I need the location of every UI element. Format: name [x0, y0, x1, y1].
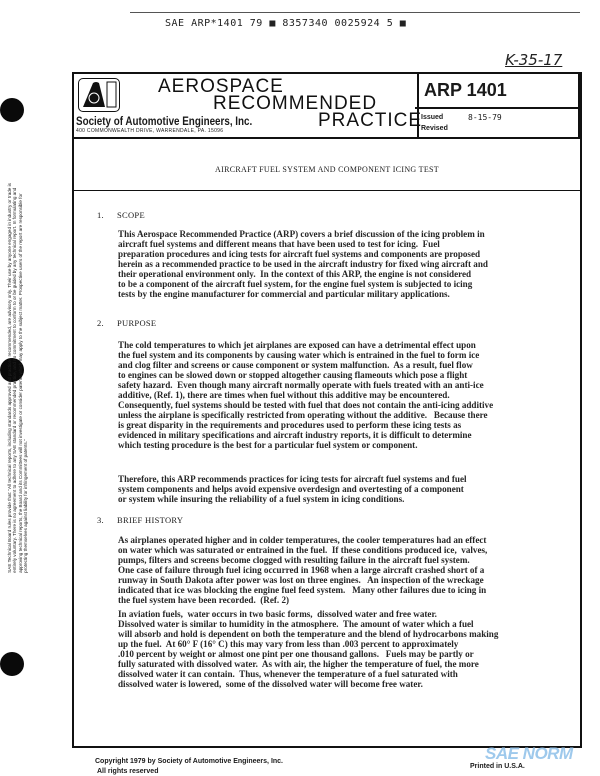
history-paragraph: As airplanes operated higher and in colder temperatures, the cooler temperatures had an effect on water which was saturated or entrained in the fuel. If these conditions produced ice, valves, pumps, filters and screens become clogged with resulting failure in the aircraft fuel system. One case of failure through fuel icing occurred in 1968 when a large aircraft crashed short of a runway in South Dakota after power was lost on three engines. An inspection of the wreckage indicated that ice was blocking the engine fuel feed system. Many other failures due to icing in the fuel system have been recorded. (Ref. 2) — [118, 535, 488, 605]
masthead-line3: PRACTICE — [318, 110, 423, 131]
copyright: Copyright 1979 by Society of Automotive Engineers, Inc. — [95, 758, 284, 765]
scan-code: SAE ARP*1401 79 ■ 8357340 0025924 5 ■ — [165, 18, 407, 29]
doc-number: ARP 1401 — [424, 80, 507, 100]
divider — [415, 107, 578, 109]
org-address: 400 COMMONWEALTH DRIVE, WARRENDALE, PA. 15096 — [76, 128, 224, 134]
issued-label: Issued — [421, 114, 444, 121]
document-title: AIRCRAFT FUEL SYSTEM AND COMPONENT ICING TEST — [215, 165, 439, 174]
punch-hole — [0, 98, 24, 122]
scope-paragraph: This Aerospace Recommended Practice (ARP) covers a brief discussion of the icing problem in aircraft fuel systems and different means that have been used to test for icing. Fuel preparation procedures and icing tests for aircraft fuel systems and components are proposed herein as a recommended practice to be used in the aircraft industry for fixed wing aircraft and their operational environment only. In the context of this ARP, the engine is not considered to be a component of the aircraft fuel system, for the engine fuel system is subjected to icing tests by the engine manufacturer for commercial and particular military applications. — [118, 229, 488, 299]
masthead-line2: RECOMMENDED — [213, 93, 378, 114]
section-number: 1. — [97, 210, 104, 220]
sae-disclaimer: SAE Technical Board rules provide that: "All technical reports, including standards approved and practices recommended, are advisory only. Their use by anyone engaged in industry or trade is entirely voluntary. There is no agreement to adhere to any SAE standard or recommended practice, and no commitment to conform to or be guided by any technical report. In formulating and approving technical reports, the Board and its Committees will not investigate or consider patents which may apply to the subject matter. Prospective users of the report are responsible for protecting themselves against liability for infringement of patents." — [7, 183, 29, 573]
issued-date: 8-15-79 — [468, 113, 502, 122]
punch-hole — [0, 652, 24, 676]
scan-line — [130, 12, 580, 13]
printed-in: Printed in U.S.A. — [470, 763, 525, 770]
purpose-paragraph: Therefore, this ARP recommends practices for icing tests for aircraft fuel systems and fuel system components and helps avoid expensive overdesign and overtesting of a component or system while insuring the reliability of a fuel system in icing conditions. — [118, 474, 467, 504]
rights: All rights reserved — [97, 768, 159, 775]
section-heading-history: BRIEF HISTORY — [117, 515, 184, 525]
section-heading-scope: SCOPE — [117, 210, 145, 220]
revised-label: Revised — [421, 125, 448, 132]
title-rule — [72, 190, 580, 191]
purpose-paragraph: The cold temperatures to which jet airplanes are exposed can have a detrimental effect upon the fuel system and its components by causing water which is entrained in the fuel to form ice and clog filter and screens or cause component or system malfunction. As a result, fuel flow to engines can be slowed down or stopped altogether causing flameouts which pose a flight safety hazard. Even though many aircraft normally operate with fuels treated with an anti-ice additive, (Ref. 1), there are times when fuel without this additive may be encountered. Consequently, fuel systems should be tested with fuel that does not contain the anti-icing additive unless the airplane is specifically restricted from operating without the additive. Because there is great disparity in the requirements and procedures used to perform these icing tests as evidenced in military specifications and aircraft industry reports, it is difficult to determine which testing procedure is the best for a particular fuel system or component. — [118, 340, 494, 450]
watermark: SAE NORM — [485, 744, 573, 763]
section-number: 3. — [97, 515, 104, 525]
section-number: 2. — [97, 318, 104, 328]
masthead-line1: AEROSPACE — [158, 76, 284, 97]
org-name: Society of Automotive Engineers, Inc. — [76, 114, 253, 128]
sae-logo — [78, 78, 120, 112]
section-heading-purpose: PURPOSE — [117, 318, 157, 328]
handwritten-note: K-35-17 — [505, 51, 563, 69]
history-paragraph: In aviation fuels, water occurs in two basic forms, dissolved water and free water. Dissolved water is similar to humidity in the atmosphere. The amount of water which a fuel will absorb and hold is dependent on both the temperature and the blend of hydrocarbons making up the fuel. At 60° F (16° C) this may vary from less than .003 percent to approximately .010 percent by weight or almost one pint per one thousand gallons. Fuels may be partly or fully saturated with dissolved water. As with air, the higher the temperature of fuel, the more dissolved water it can contain. Thus, whenever the temperature of a fuel saturated with dissolved water is lowered, some of the dissolved water will become free water. — [118, 609, 499, 689]
